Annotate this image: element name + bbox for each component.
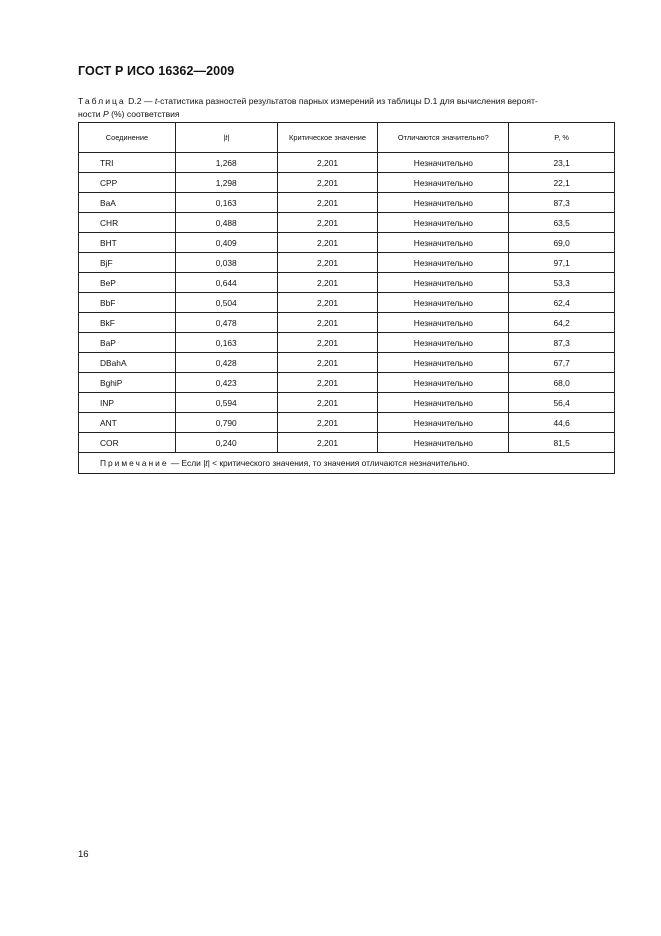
cell-significant: Незначительно	[378, 233, 509, 253]
cell-critical-value: 2,201	[277, 253, 378, 273]
cell-compound: INP	[79, 393, 176, 413]
cell-significant: Незначительно	[378, 413, 509, 433]
cell-compound: BeP	[79, 273, 176, 293]
cell-critical-value: 2,201	[277, 413, 378, 433]
cell-t-abs: 0,504	[175, 293, 277, 313]
cell-significant: Незначительно	[378, 273, 509, 293]
cell-t-abs: 1,298	[175, 173, 277, 193]
caption-text-a: -статистика разностей результатов парных измерений из таблицы D.1 для вычисления вероят-	[157, 96, 538, 106]
cell-significant: Незначительно	[378, 333, 509, 353]
table-note-row	[79, 453, 615, 474]
cell-critical-value: 2,201	[277, 393, 378, 413]
header-significant: Отличаются значительно?	[378, 123, 509, 153]
header-critical-value: Критическое значение	[277, 123, 378, 153]
cell-significant: Незначительно	[378, 173, 509, 193]
caption-p-symbol: P	[102, 109, 109, 119]
cell-p-percent: 22,1	[509, 173, 615, 193]
table-row	[79, 193, 615, 213]
header-t-abs-text: |t|	[223, 133, 230, 142]
caption-text-c: (%) соответствия	[111, 109, 180, 119]
page-number: 16	[78, 849, 89, 860]
cell-critical-value: 2,201	[277, 213, 378, 233]
cell-t-abs: 0,488	[175, 213, 277, 233]
cell-significant: Незначительно	[378, 433, 509, 453]
table-row	[79, 313, 615, 333]
table-row	[79, 373, 615, 393]
cell-significant: Незначительно	[378, 213, 509, 233]
table-row	[79, 253, 615, 273]
note-text: < критического значения, то значения отличаются незначительно.	[212, 458, 470, 468]
cell-critical-value: 2,201	[277, 273, 378, 293]
cell-p-percent: 87,3	[509, 193, 615, 213]
note-label: Примечание	[100, 458, 169, 468]
cell-significant: Незначительно	[378, 193, 509, 213]
cell-t-abs: 0,163	[175, 193, 277, 213]
cell-critical-value: 2,201	[277, 233, 378, 253]
cell-significant: Незначительно	[378, 393, 509, 413]
cell-t-abs: 0,594	[175, 393, 277, 413]
cell-compound: BjF	[79, 253, 176, 273]
table-row	[79, 413, 615, 433]
table-row	[79, 353, 615, 373]
cell-t-abs: 0,163	[175, 333, 277, 353]
cell-compound: ANT	[79, 413, 176, 433]
cell-compound: CHR	[79, 213, 176, 233]
caption-number: D.2 —	[128, 96, 153, 106]
cell-significant: Незначительно	[378, 353, 509, 373]
cell-compound: BaA	[79, 193, 176, 213]
cell-t-abs: 0,478	[175, 313, 277, 333]
cell-p-percent: 62,4	[509, 293, 615, 313]
cell-compound: CPP	[79, 173, 176, 193]
cell-compound: TRI	[79, 153, 176, 173]
table-row	[79, 273, 615, 293]
cell-critical-value: 2,201	[277, 153, 378, 173]
cell-p-percent: 44,6	[509, 413, 615, 433]
table-row	[79, 333, 615, 353]
cell-t-abs: 0,409	[175, 233, 277, 253]
caption-label: Таблица	[78, 96, 126, 106]
cell-p-percent: 67,7	[509, 353, 615, 373]
cell-p-percent: 81,5	[509, 433, 615, 453]
cell-p-percent: 23,1	[509, 153, 615, 173]
table-note	[79, 453, 615, 474]
cell-critical-value: 2,201	[277, 313, 378, 333]
cell-critical-value: 2,201	[277, 193, 378, 213]
cell-critical-value: 2,201	[277, 293, 378, 313]
cell-critical-value: 2,201	[277, 173, 378, 193]
table-caption	[78, 95, 618, 121]
cell-significant: Незначительно	[378, 373, 509, 393]
cell-significant: Незначительно	[378, 253, 509, 273]
note-dash: — Если	[170, 458, 201, 468]
table-header-row	[79, 123, 615, 153]
cell-p-percent: 56,4	[509, 393, 615, 413]
table-row	[79, 393, 615, 413]
note-t-abs: |t|	[203, 458, 210, 468]
cell-t-abs: 0,240	[175, 433, 277, 453]
header-compound: Соединение	[79, 123, 176, 153]
cell-p-percent: 64,2	[509, 313, 615, 333]
cell-critical-value: 2,201	[277, 373, 378, 393]
header-p-percent: P, %	[509, 123, 615, 153]
cell-critical-value: 2,201	[277, 433, 378, 453]
cell-t-abs: 0,428	[175, 353, 277, 373]
document-header: ГОСТ Р ИСО 16362—2009	[78, 64, 235, 78]
table-row	[79, 153, 615, 173]
cell-t-abs: 0,790	[175, 413, 277, 433]
cell-compound: BaP	[79, 333, 176, 353]
statistics-table	[78, 122, 615, 474]
cell-significant: Незначительно	[378, 313, 509, 333]
cell-p-percent: 97,1	[509, 253, 615, 273]
cell-t-abs: 0,038	[175, 253, 277, 273]
table-row	[79, 233, 615, 253]
table-row	[79, 173, 615, 193]
cell-p-percent: 53,3	[509, 273, 615, 293]
caption-t-symbol: t	[154, 96, 158, 106]
cell-critical-value: 2,201	[277, 333, 378, 353]
caption-text-b: ности	[78, 109, 101, 119]
cell-compound: COR	[79, 433, 176, 453]
cell-t-abs: 0,644	[175, 273, 277, 293]
cell-compound: BghiP	[79, 373, 176, 393]
cell-compound: BbF	[79, 293, 176, 313]
cell-significant: Незначительно	[378, 153, 509, 173]
cell-critical-value: 2,201	[277, 353, 378, 373]
table-row	[79, 213, 615, 233]
cell-p-percent: 69,0	[509, 233, 615, 253]
table-row	[79, 293, 615, 313]
cell-p-percent: 63,5	[509, 213, 615, 233]
cell-significant: Незначительно	[378, 293, 509, 313]
cell-compound: BHT	[79, 233, 176, 253]
cell-t-abs: 0,423	[175, 373, 277, 393]
header-t-abs	[175, 123, 277, 153]
cell-t-abs: 1,268	[175, 153, 277, 173]
cell-compound: DBahA	[79, 353, 176, 373]
cell-p-percent: 87,3	[509, 333, 615, 353]
cell-compound: BkF	[79, 313, 176, 333]
cell-p-percent: 68,0	[509, 373, 615, 393]
table-row	[79, 433, 615, 453]
